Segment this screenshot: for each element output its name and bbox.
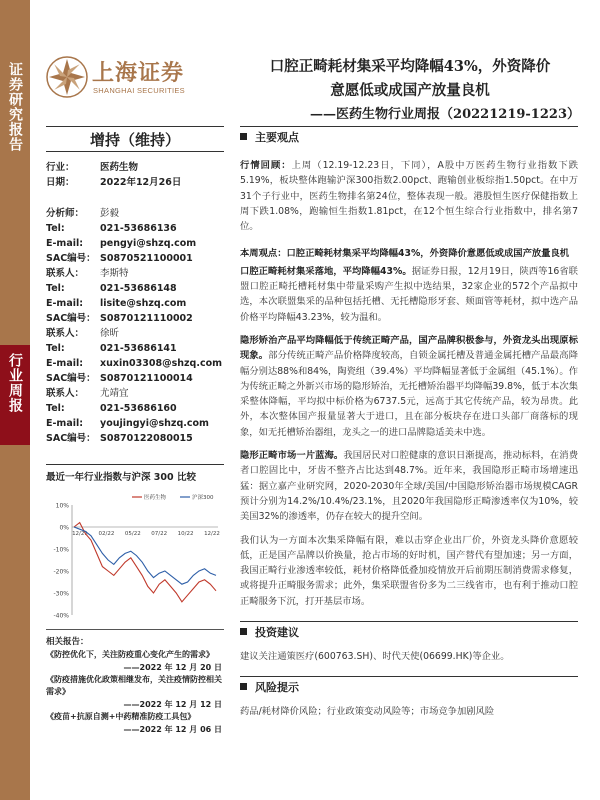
square-bullet-icon bbox=[240, 628, 247, 635]
analyst-key: Tel: bbox=[46, 403, 65, 414]
right-column bbox=[240, 126, 578, 720]
analyst-key: SAC编号： bbox=[46, 373, 96, 384]
paragraph-invisible-aligners bbox=[240, 333, 578, 440]
related-reports bbox=[46, 629, 224, 736]
related-report-title[interactable]: 《防疫措施优化政策相继发布，关注疫情防控相关需求》 bbox=[46, 675, 222, 696]
related-report-title[interactable]: 《疫苗+抗原自测+中药精准防疫工具包》 bbox=[46, 712, 196, 721]
analyst-value: S0870521100001 bbox=[100, 253, 193, 264]
side-band-top bbox=[0, 0, 30, 345]
series-line-industry bbox=[74, 523, 216, 602]
legend-label: 医药生物 bbox=[144, 495, 167, 501]
x-tick-label: 12/21 bbox=[72, 531, 88, 537]
analyst-key: Tel: bbox=[46, 223, 65, 234]
analyst-row bbox=[46, 371, 224, 386]
y-tick-label: -40% bbox=[53, 612, 69, 619]
analyst-key: 联系人： bbox=[46, 268, 85, 279]
analyst-value: 尤靖宜 bbox=[100, 388, 129, 399]
x-tick-label: 02/22 bbox=[98, 531, 115, 537]
analyst-row bbox=[46, 266, 224, 281]
report-title-line-1: 口腔正畸耗材集采平均降幅43%，外资降价 bbox=[269, 58, 551, 75]
analyst-row bbox=[46, 326, 224, 341]
side-label-industry-weekly: 行业周报 bbox=[7, 353, 23, 413]
analyst-row bbox=[46, 236, 224, 251]
analyst-row bbox=[46, 431, 224, 446]
paragraph-risks bbox=[240, 704, 578, 719]
meta-row bbox=[46, 175, 224, 190]
analyst-row bbox=[46, 416, 224, 431]
paragraph-market-review bbox=[240, 158, 578, 234]
paragraph-text: 我们认为一方面本次集采降幅有限，难以击穿企业出厂价，外资龙头降价意愿较低，正是国产品牌以价换量，抢占市场的好时机，国产替代有望加速；另一方面，我国正畸行业渗透率较低，耗材价格降低叠加疫情放开后前期压制消费需求修复，或将提升正畸服务需求；此外，集采联盟省份多为二三线省市，也有利于推动口腔正畸服务下沉，打开基层市场。 bbox=[240, 534, 578, 607]
square-bullet-icon bbox=[240, 133, 247, 140]
y-tick-label: -30% bbox=[53, 590, 69, 598]
analyst-key: SAC编号： bbox=[46, 313, 96, 324]
analyst-key: SAC编号： bbox=[46, 253, 96, 264]
analyst-row bbox=[46, 296, 224, 311]
paragraph-procurement bbox=[240, 264, 578, 325]
paragraph-lead: 隐形正畸市场一片蓝海。 bbox=[240, 450, 344, 462]
side-band-middle bbox=[0, 345, 30, 445]
paragraph-text: 上周（12.19-12.23日，下同），A股中万医药生物行业指数下跌5.19%，板块整体跑输沪深300指数2.00pct、跑输创业板综指1.50pct。在中万31个子行业中，医药生物排名第24位，整体表现一般。港股恒生医疗保健指数上周下跌1.08%，跑输恒生指数1.81pct，在12个恒生综合行业指数中，排名第7位。 bbox=[240, 160, 578, 233]
analyst-value[interactable]: lisite@shzq.com bbox=[100, 298, 187, 309]
y-tick-label: 0% bbox=[59, 524, 69, 532]
report-title-line-2: 意愿低或成国产放量良机 bbox=[330, 82, 490, 99]
analyst-value[interactable]: xuxin03308@shzq.com bbox=[100, 358, 223, 369]
square-bullet-icon bbox=[240, 683, 247, 690]
section-heading-risks bbox=[240, 676, 578, 696]
analyst-key: 联系人： bbox=[46, 328, 85, 339]
meta-row bbox=[46, 160, 224, 175]
paragraph-lead: 本周观点：口腔正畸耗材集采平均降幅43%，外资降价意愿低或成国产放量良机 bbox=[240, 248, 570, 260]
analyst-value: 021-53686160 bbox=[100, 403, 177, 414]
logo-text-en: SHANGHAI SECURITIES bbox=[93, 86, 185, 95]
meta-value: 医药生物 bbox=[100, 162, 139, 173]
section-heading-text: 风险提示 bbox=[255, 681, 299, 695]
analyst-key: 分析师： bbox=[46, 208, 85, 219]
index-comparison-chart bbox=[46, 491, 224, 619]
analyst-value: 021-53686141 bbox=[100, 343, 177, 354]
rating: 增持（维持） bbox=[89, 131, 180, 149]
paragraph-market-outlook bbox=[240, 448, 578, 524]
paragraph-lead: 隐形矫治产品平均降幅低于传统正畸产品，国产品牌积极参与，外资龙头出现原标现象。 bbox=[240, 334, 578, 362]
analyst-key: 联系人： bbox=[46, 388, 85, 399]
analyst-row bbox=[46, 251, 224, 266]
left-column bbox=[46, 126, 224, 736]
analyst-value: 021-53686136 bbox=[100, 223, 177, 234]
analyst-value: 徐昕 bbox=[100, 328, 120, 339]
paragraph-lead: 行情回顾： bbox=[240, 160, 292, 171]
rating-bar bbox=[46, 126, 224, 152]
paragraph-text: 药品/耗材降价风险；行业政策变动风险等；市场竞争加剧风险 bbox=[240, 706, 495, 718]
x-tick-label: 05/22 bbox=[124, 531, 141, 537]
section-heading-main-points bbox=[240, 126, 578, 146]
analyst-value: S0870121100014 bbox=[100, 373, 193, 384]
paragraph-weekly-view bbox=[240, 246, 578, 261]
series-line-csi300 bbox=[74, 527, 216, 584]
y-tick-label: -20% bbox=[53, 568, 69, 576]
analyst-row bbox=[46, 341, 224, 356]
related-report-date: ——2022 年 12 月 12 日 bbox=[123, 700, 222, 709]
section-heading-text: 主要观点 bbox=[255, 131, 299, 144]
report-title-block bbox=[240, 55, 580, 127]
section-heading-investment bbox=[240, 621, 578, 641]
analyst-value[interactable]: pengyi@shzq.com bbox=[100, 238, 197, 249]
paragraph-text: 建议关注通策医疗(600763.SH)、时代天使(06699.HK)等企业。 bbox=[240, 651, 510, 663]
analyst-row bbox=[46, 356, 224, 371]
x-tick-label: 12/22 bbox=[204, 531, 220, 537]
paragraph-text: 部分传统正畸产品价格降度较高，自锁金属托槽及普通金属托槽产品最高降幅分别达88%和84%，陶瓷组（39.4%）平均降幅显著低于金属组（45.1%）。作为传统正畸之外新兴市场的隐形矫治，无托槽矫治器平均降幅39.8%，低于本次集采整体降幅，平均拟中标价格为6737.5元，远高于其它传统产品，较为昂贵。此外，本次整体国产报量显著大于进口，且在部分板块存在进口头部厂商落标的现象，如无托槽矫治器组，龙头之一的进口品牌隐适美未中选。 bbox=[240, 350, 578, 438]
paragraph-our-view bbox=[240, 533, 578, 609]
paragraph-text: 我国居民对口腔健康的意识日渐提高，推动标料，在消费者口腔固比中，牙齿不整齐占比达到48.7%。近年来，我国隐形正畸市场增速迅猛：据立嘉产业研究网，2020-2030年全球/美国/中国隐形矫治器市场规模CAGR预计分别为14.2%/10.4%/23.1%，且2020年我国隐形正畸渗透率仅为10%，较美国32%的渗透率，仍存在较大的提升空间。 bbox=[240, 450, 578, 523]
analyst-row bbox=[46, 311, 224, 326]
analyst-value: 彭毅 bbox=[100, 208, 120, 219]
report-subtitle: ——医药生物行业周报（20221219-1223） bbox=[310, 107, 580, 122]
analyst-row bbox=[46, 281, 224, 296]
analyst-value: 李斯特 bbox=[100, 268, 129, 279]
section-heading-text: 投资建议 bbox=[255, 626, 299, 640]
analyst-key: E-mail: bbox=[46, 298, 84, 309]
x-tick-label: 10/22 bbox=[177, 531, 194, 537]
side-band-bottom bbox=[0, 445, 30, 800]
logo-emblem-icon bbox=[46, 56, 88, 98]
analyst-list bbox=[46, 206, 224, 446]
analyst-row bbox=[46, 386, 224, 401]
meta-value: 2022年12月26日 bbox=[100, 177, 182, 188]
chart-title: 最近一年行业指数与沪深 300 比较 bbox=[46, 464, 224, 485]
analyst-key: SAC编号： bbox=[46, 433, 96, 444]
chart-svg bbox=[46, 491, 224, 619]
related-report-date: ——2022 年 12 月 20 日 bbox=[123, 663, 222, 672]
analyst-key: Tel: bbox=[46, 283, 65, 294]
paragraph-investment bbox=[240, 649, 578, 664]
logo-text-cn: 上海证券 bbox=[92, 61, 185, 86]
paragraph-text: 据证券日报，12月19日，陕西等16省联盟口腔正畸托槽耗材集中带量采购产生拟中选结果，32家企业的572个产品拟中选，本次联盟集采的品种包括托槽、无托槽隐形牙套、颊面管等耗材，拟中选产品价格平均降幅43.23%，较为温和。 bbox=[240, 265, 578, 323]
legend-label: 沪深300 bbox=[192, 495, 214, 501]
analyst-row bbox=[46, 401, 224, 416]
side-label-research-report: 证券研究报告 bbox=[7, 62, 23, 152]
analyst-value: S0870122080015 bbox=[100, 433, 193, 444]
analyst-value: S0870121110002 bbox=[100, 313, 193, 324]
analyst-value[interactable]: youjingyi@shzq.com bbox=[100, 418, 209, 429]
y-tick-label: -10% bbox=[53, 546, 69, 554]
analyst-key: E-mail: bbox=[46, 238, 84, 249]
company-logo bbox=[46, 56, 226, 106]
analyst-key: E-mail: bbox=[46, 358, 84, 369]
paragraph-lead: 口腔正畸耗材集采落地，平均降幅43%。 bbox=[240, 265, 412, 277]
related-report-title[interactable]: 《防控优化下，关注防疫重心变化产生的需求》 bbox=[46, 650, 214, 659]
y-tick-label: 10% bbox=[55, 502, 69, 510]
analyst-row bbox=[46, 206, 224, 221]
meta-info bbox=[46, 160, 224, 190]
analyst-key: E-mail: bbox=[46, 418, 84, 429]
related-report-date: ——2022 年 12 月 06 日 bbox=[123, 725, 222, 734]
x-tick-label: 07/22 bbox=[151, 531, 168, 537]
related-reports-heading: 相关报告： bbox=[46, 637, 89, 647]
meta-key: 日期： bbox=[46, 177, 75, 188]
analyst-key: Tel: bbox=[46, 343, 65, 354]
analyst-value: 021-53686148 bbox=[100, 283, 177, 294]
analyst-row bbox=[46, 221, 224, 236]
meta-key: 行业： bbox=[46, 162, 75, 173]
